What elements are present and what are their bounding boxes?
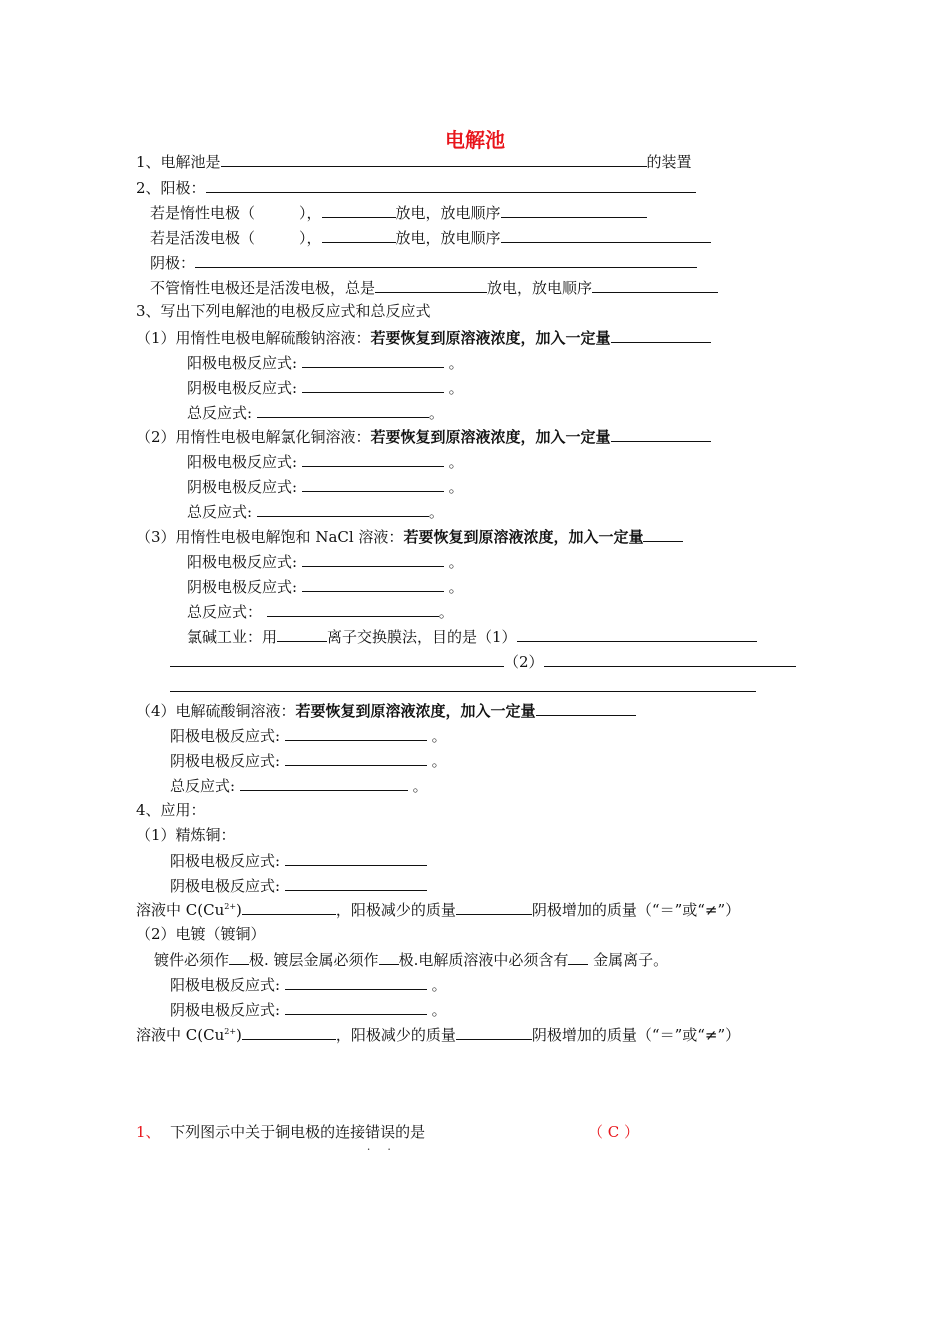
blank[interactable] xyxy=(322,227,396,243)
q3-line: （3）用惰性电极电解饱和 NaCl 溶液：若要恢复到原溶液浓度，加入一定量 xyxy=(136,526,683,548)
chlor-alkali-line-3 xyxy=(170,676,756,698)
p1-cathode: 阴极电极反应式: xyxy=(170,875,427,897)
blank[interactable] xyxy=(456,899,532,915)
q3-anode: 阳极电极反应式: 。 xyxy=(187,553,464,571)
q2-cathode: 阴极电极反应式: 。 xyxy=(187,478,464,496)
s2-active-line: 若是活泼电极（ ）， 放电，放电顺序 xyxy=(150,227,711,249)
p1-solution: 溶液中 $C(Cu^{2+})$ ，阳极减少的质量 阴极增加的质量（“＝”或“≠”） xyxy=(136,901,741,919)
blank[interactable] xyxy=(229,949,249,965)
q2-anode: 阳极电极反应式: 。 xyxy=(187,453,464,471)
s2-anode-line: 2、阳极： xyxy=(136,177,696,199)
blank[interactable] xyxy=(517,626,757,642)
p2-cathode: 阴极电极反应式: 。 xyxy=(170,1001,447,1019)
blank[interactable] xyxy=(285,974,427,990)
blank[interactable] xyxy=(277,626,327,642)
p2-anode: 阳极电极反应式: 。 xyxy=(170,976,447,994)
q1-total: 总反应式: 。 xyxy=(187,404,444,422)
blank[interactable] xyxy=(544,651,796,667)
s4-p1: （1）精炼铜： xyxy=(136,826,236,844)
q1-anode: 阳极电极反应式: 。 xyxy=(187,354,464,372)
question-1: 1、 下列图示中关于铜电极的连接错误 • •的是 xyxy=(136,1122,425,1144)
q1-cathode: 阴极电极反应式: 。 xyxy=(187,379,464,397)
s3-heading: 3、写出下列电解池的电极反应式和总反应式 xyxy=(136,302,431,320)
q4-anode: 阳极电极反应式: 。 xyxy=(170,727,447,745)
blank[interactable] xyxy=(302,352,444,368)
blank[interactable] xyxy=(643,526,683,542)
blank[interactable] xyxy=(302,476,444,492)
blank[interactable] xyxy=(568,949,588,965)
blank[interactable] xyxy=(285,750,427,766)
emphasis-dots: 错误 • • xyxy=(365,1123,395,1141)
q4-total: 总反应式: 。 xyxy=(170,777,428,795)
q3-cathode: 阴极电极反应式: 。 xyxy=(187,578,464,596)
s2-always-line: 不管惰性电极还是活泼电极，总是 放电，放电顺序 xyxy=(150,277,718,299)
blank[interactable] xyxy=(611,426,711,442)
blank[interactable] xyxy=(302,377,444,393)
blank[interactable] xyxy=(375,277,487,293)
blank[interactable] xyxy=(536,700,636,716)
blank[interactable] xyxy=(170,651,504,667)
chlor-alkali-line-2: （2） xyxy=(170,651,796,673)
blank[interactable] xyxy=(257,501,429,517)
blank[interactable] xyxy=(206,177,696,193)
q2-total: 总反应式: 。 xyxy=(187,503,444,521)
blank[interactable] xyxy=(456,1024,532,1040)
blank[interactable] xyxy=(592,277,718,293)
p2-solution: 溶液中 $C(Cu^{2+})$ ，阳极减少的质量 阴极增加的质量（“＝”或“≠”） xyxy=(136,1026,741,1044)
p1-anode: 阳极电极反应式: xyxy=(170,850,427,872)
blank[interactable] xyxy=(170,676,756,692)
blank[interactable] xyxy=(242,1024,336,1040)
s4-heading: 4、应用： xyxy=(136,801,206,819)
blank[interactable] xyxy=(285,999,427,1015)
blank[interactable] xyxy=(322,202,396,218)
blank[interactable] xyxy=(501,202,647,218)
blank[interactable] xyxy=(195,252,697,268)
blank[interactable] xyxy=(302,576,444,592)
plating-line: 镀件必须作 极. 镀层金属必须作 极.电解质溶液中必须含有 金属离子。 xyxy=(154,951,669,969)
q3-total: 总反应式： 。 xyxy=(187,603,454,621)
blank[interactable] xyxy=(302,451,444,467)
blank[interactable] xyxy=(285,875,427,891)
blank[interactable] xyxy=(221,151,647,167)
blank[interactable] xyxy=(242,899,336,915)
s1-line: 1、电解池是 的装置 xyxy=(136,153,692,171)
blank[interactable] xyxy=(285,725,427,741)
blank[interactable] xyxy=(379,949,399,965)
blank[interactable] xyxy=(501,227,711,243)
blank[interactable] xyxy=(285,850,427,866)
s2-inert-line: 若是惰性电极（ ）， 放电，放电顺序 xyxy=(150,202,647,224)
question-1-answer: （ C ） xyxy=(588,1123,640,1141)
s4-p2: （2）电镀（镀铜） xyxy=(136,925,266,943)
s2-cathode-line: 阴极： xyxy=(150,252,697,274)
blank[interactable] xyxy=(611,327,711,343)
blank[interactable] xyxy=(267,601,439,617)
blank[interactable] xyxy=(257,402,429,418)
q4-line: （4）电解硫酸铜溶液：若要恢复到原溶液浓度，加入一定量 xyxy=(136,700,636,722)
q1-line: （1）用惰性电极电解硫酸钠溶液：若要恢复到原溶液浓度，加入一定量 xyxy=(136,327,711,349)
q4-cathode: 阴极电极反应式: 。 xyxy=(170,752,447,770)
blank[interactable] xyxy=(240,775,408,791)
q2-line: （2）用惰性电极电解氯化铜溶液：若要恢复到原溶液浓度，加入一定量 xyxy=(136,426,711,448)
page-title: 电解池 xyxy=(445,128,505,152)
blank[interactable] xyxy=(302,551,444,567)
chlor-alkali-line: 氯碱工业：用 离子交换膜法，目的是（1） xyxy=(187,626,757,648)
